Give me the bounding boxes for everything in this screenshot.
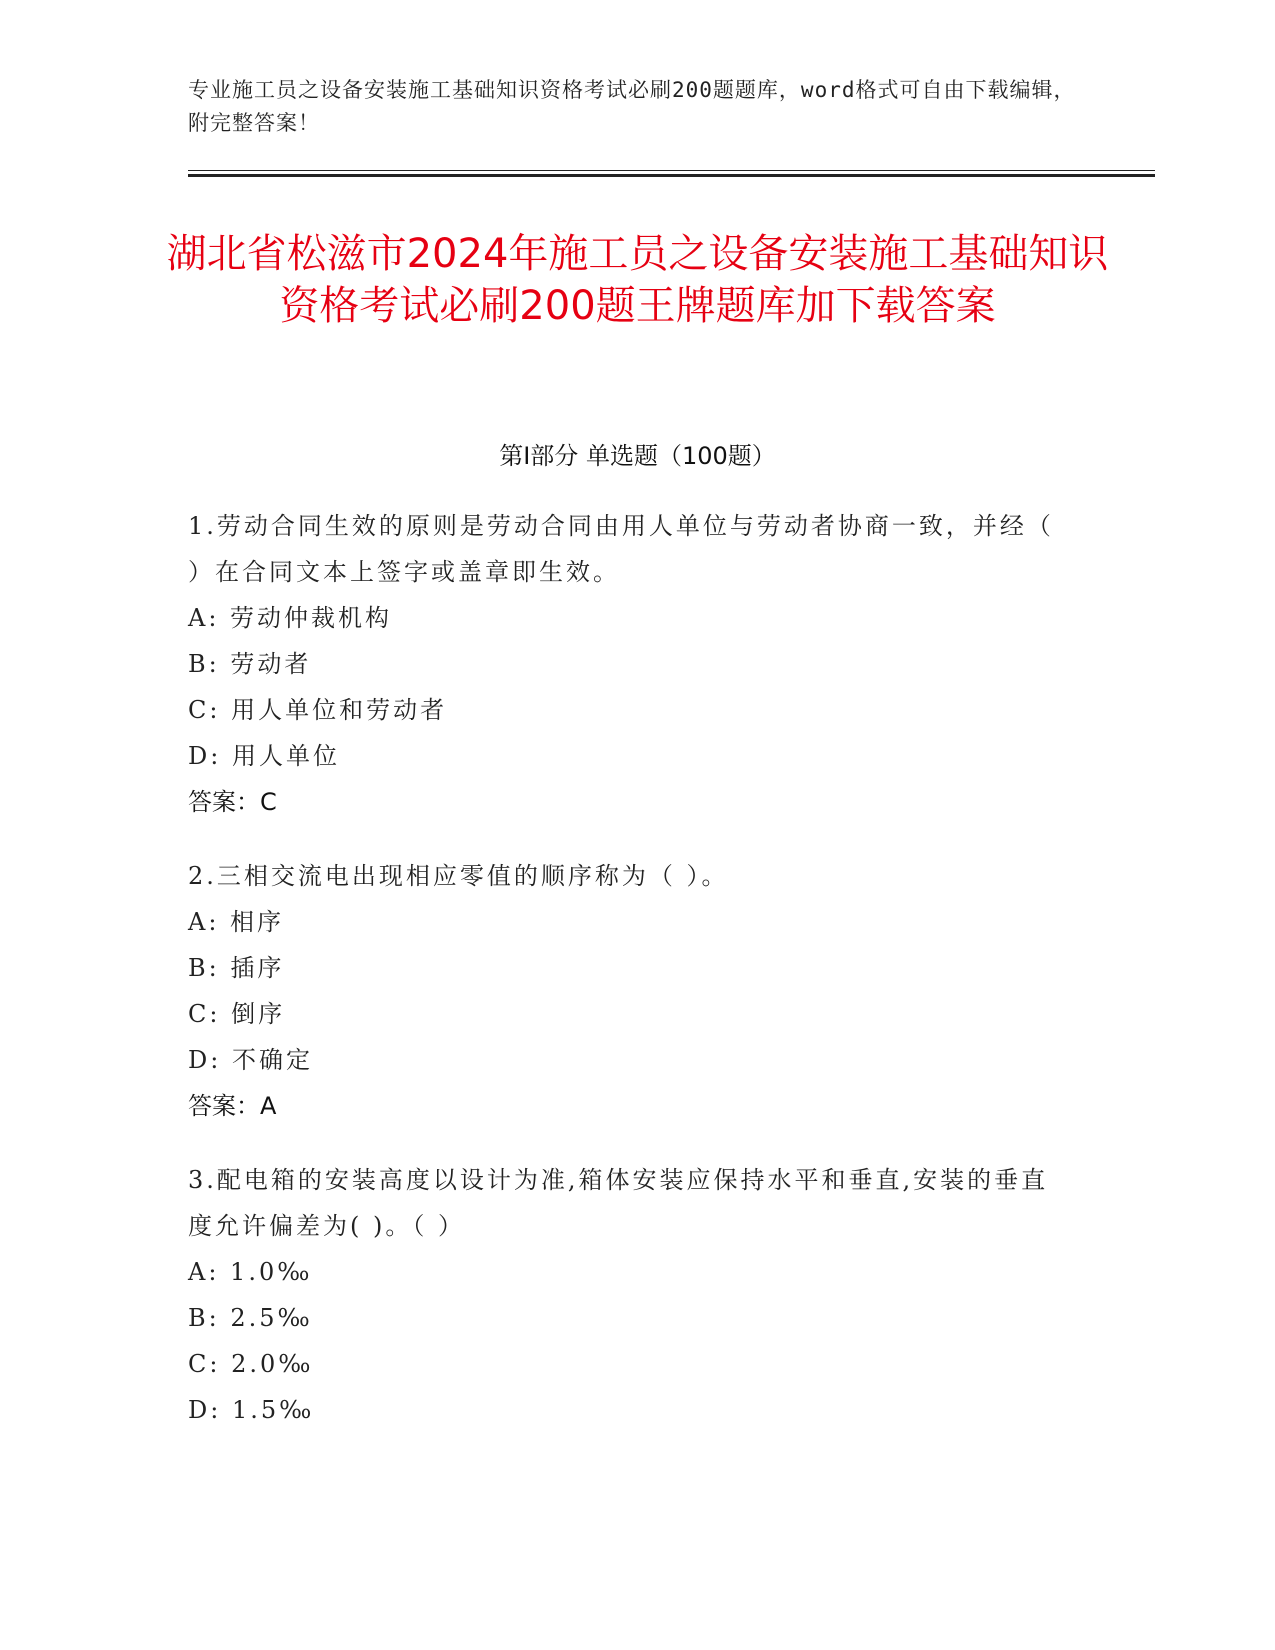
option-d: D: 用人单位 [188,742,340,770]
option-d: D: 不确定 [188,1046,313,1074]
answer: 答案：C [188,788,277,816]
option-b: B: 劳动者 [188,650,312,678]
option-c: C: 2.0‰ [188,1350,314,1378]
header-divider-thin [188,170,1155,171]
option-c: C: 倒序 [188,1000,286,1028]
option-a: A: 劳动仲裁机构 [188,604,393,632]
option-d: D: 1.5‰ [188,1396,315,1424]
option-a: A: 相序 [188,908,285,936]
option-c: C: 用人单位和劳动者 [188,696,448,724]
question-stem: 1.劳动合同生效的原则是劳动合同由用人单位与劳动者协商一致，并经（ ）在合同文本上签字或盖章即生效。 [188,512,1054,586]
header-note: 专业施工员之设备安装施工基础知识资格考试必刷200题题库，word格式可自由下载编辑，附完整答案！ [188,78,1076,135]
option-a: A: 1.0‰ [188,1258,313,1286]
question-stem: 2.三相交流电出现相应零值的顺序称为（ ）。 [188,862,729,890]
document-title: 湖北省松滋市2024年施工员之设备安装施工基础知识资格考试必刷200题王牌题库加下载答案 [166,231,1109,329]
header-divider-thick [188,174,1155,177]
section-title: 第I部分 单选题（100题） [499,442,776,470]
option-b: B: 2.5‰ [188,1304,313,1332]
question-3 [188,1157,1058,1433]
question-2 [188,853,1058,1129]
question-1 [188,503,1058,825]
answer: 答案：A [188,1092,277,1120]
option-b: B: 插序 [188,954,285,982]
question-stem: 3.配电箱的安装高度以设计为准,箱体安装应保持水平和垂直,安装的垂直度允许偏差为( )。（ ） [188,1166,1049,1240]
